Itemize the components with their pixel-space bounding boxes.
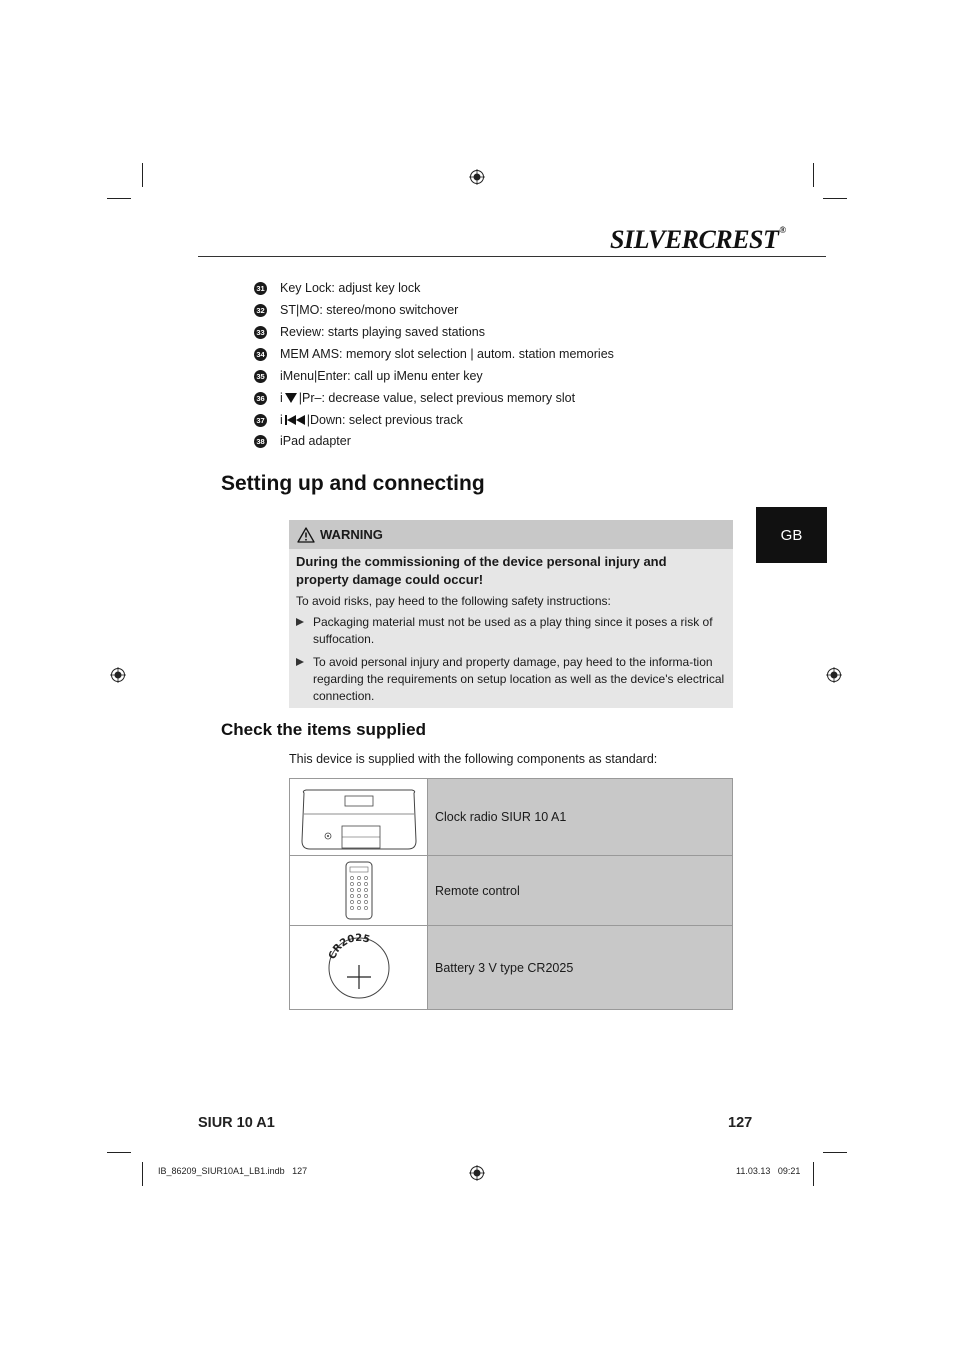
clock-radio-icon bbox=[290, 779, 428, 855]
warning-bullet bbox=[296, 614, 726, 648]
crop-mark bbox=[823, 1152, 847, 1153]
list-item bbox=[254, 432, 351, 450]
registration-mark-icon bbox=[110, 667, 126, 683]
bullet-text: Packaging material must not be used as a play thing since it poses a risk of suffocation. bbox=[313, 615, 713, 646]
slug-file: IB_86209_SIUR10A1_LB1.indb 127 bbox=[158, 1166, 308, 1176]
language-tab: GB bbox=[756, 507, 827, 563]
warning-bold-text: During the commissioning of the device personal injury and property damage could occur! bbox=[296, 554, 667, 587]
list-item bbox=[254, 411, 463, 429]
registration-mark-icon bbox=[469, 169, 485, 185]
item-text: ST|MO: stereo/mono switchover bbox=[280, 303, 459, 317]
item-prefix: i bbox=[280, 391, 283, 405]
footer-model: SIUR 10 A1 bbox=[198, 1115, 275, 1131]
table-row bbox=[290, 926, 732, 1009]
item-text: iPad adapter bbox=[280, 434, 351, 448]
warning-bullet bbox=[296, 654, 726, 705]
remote-control-icon bbox=[290, 856, 428, 925]
page-number: 127 bbox=[728, 1115, 753, 1131]
svg-text:CR2025 bbox=[327, 933, 371, 961]
arrow-bullet-icon bbox=[296, 658, 304, 666]
item-label: Remote control bbox=[428, 856, 732, 925]
warning-label: WARNING bbox=[320, 527, 383, 542]
subsection-title: Check the items supplied bbox=[221, 720, 426, 739]
item-text: Review: starts playing saved stations bbox=[280, 325, 485, 339]
item-text: MEM AMS: memory slot selection | autom. station memories bbox=[280, 347, 614, 361]
crop-mark bbox=[107, 1152, 131, 1153]
section-title: Setting up and connecting bbox=[221, 472, 485, 495]
item-number-badge: 37 bbox=[254, 414, 267, 427]
list-item bbox=[254, 279, 420, 297]
crop-mark bbox=[107, 198, 131, 199]
crop-mark bbox=[142, 1162, 143, 1186]
item-number-badge: 36 bbox=[254, 392, 267, 405]
battery-print-text: CR2025 bbox=[327, 932, 371, 961]
crop-mark bbox=[813, 163, 814, 187]
warning-header bbox=[289, 520, 733, 549]
table-row bbox=[290, 856, 732, 926]
slug-date: 11.03.13 09:21 bbox=[736, 1166, 801, 1176]
list-item bbox=[254, 301, 458, 319]
item-image-cell bbox=[290, 926, 428, 1009]
supplied-items-table bbox=[289, 778, 733, 1010]
item-image-cell bbox=[290, 779, 428, 855]
item-text: iMenu|Enter: call up iMenu enter key bbox=[280, 369, 483, 383]
item-label: Battery 3 V type CR2025 bbox=[428, 926, 732, 1009]
list-item bbox=[254, 345, 614, 363]
item-number-badge: 35 bbox=[254, 370, 267, 383]
item-number-badge: 34 bbox=[254, 348, 267, 361]
item-prefix: i bbox=[280, 413, 283, 427]
header-rule bbox=[198, 256, 826, 257]
crop-mark bbox=[823, 198, 847, 199]
registration-mark-icon bbox=[826, 667, 842, 683]
list-item bbox=[254, 367, 483, 385]
item-text: |Down: select previous track bbox=[306, 413, 463, 427]
arrow-bullet-icon bbox=[296, 618, 304, 626]
item-text: |Pr–: decrease value, select previous memory slot bbox=[298, 391, 576, 405]
crop-mark bbox=[813, 1162, 814, 1186]
supplied-intro: This device is supplied with the following components as standard: bbox=[289, 752, 658, 766]
item-image-cell bbox=[290, 856, 428, 925]
crop-mark bbox=[142, 163, 143, 187]
brand-logo: SILVERCREST® bbox=[610, 225, 786, 254]
item-number-badge: 31 bbox=[254, 282, 267, 295]
warning-triangle-icon bbox=[297, 527, 315, 543]
table-row bbox=[290, 779, 732, 856]
registration-mark-icon bbox=[469, 1165, 485, 1181]
triangle-down-icon bbox=[285, 393, 297, 403]
list-item bbox=[254, 389, 575, 407]
warning-intro: To avoid risks, pay heed to the following safety instructions: bbox=[296, 594, 611, 608]
item-text: Key Lock: adjust key lock bbox=[280, 281, 421, 295]
warning-box bbox=[289, 520, 733, 708]
battery-icon bbox=[290, 926, 428, 1009]
bullet-text: To avoid personal injury and property damage, pay heed to the informa-tion regarding the requirements on setup location as well as the device's electrical connection. bbox=[313, 655, 725, 703]
item-number-badge: 33 bbox=[254, 326, 267, 339]
item-label: Clock radio SIUR 10 A1 bbox=[428, 779, 732, 855]
list-item bbox=[254, 323, 485, 341]
item-number-badge: 32 bbox=[254, 304, 267, 317]
item-number-badge: 38 bbox=[254, 435, 267, 448]
previous-track-icon bbox=[285, 415, 305, 425]
